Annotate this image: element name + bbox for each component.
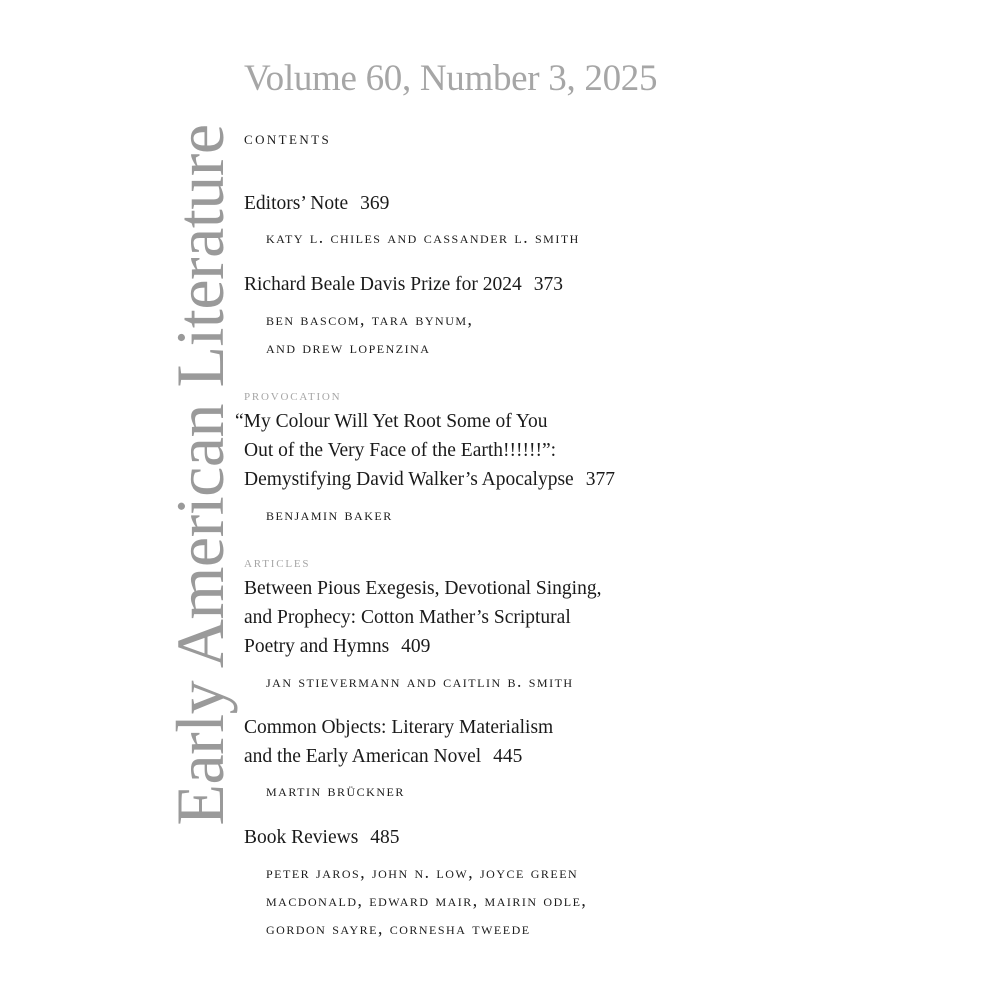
toc-entry-title-line[interactable]: Between Pious Exegesis, Devotional Singing, bbox=[244, 578, 602, 599]
entry-authors: katy l. chiles and cassander l. smith bbox=[266, 227, 580, 247]
page-number: 485 bbox=[370, 827, 400, 848]
page-number: 409 bbox=[401, 636, 431, 657]
entry-title: Editors’ Note bbox=[244, 193, 349, 214]
toc-entry-title-line[interactable]: and Prophecy: Cotton Mather’s Scriptural bbox=[244, 607, 571, 628]
toc-entry-book-reviews[interactable] bbox=[244, 827, 400, 849]
toc-entry-editors-note[interactable] bbox=[244, 193, 389, 215]
toc-entry-title-line[interactable] bbox=[244, 746, 522, 768]
toc-entry-davis-prize[interactable] bbox=[244, 274, 563, 296]
toc-entry-title-line[interactable] bbox=[244, 469, 615, 491]
page-number: 369 bbox=[360, 193, 390, 214]
entry-authors-line: ben bascom, tara bynum, bbox=[266, 309, 474, 329]
entry-title: Book Reviews bbox=[244, 827, 359, 848]
page-number: 373 bbox=[533, 274, 564, 295]
section-label-articles: articles bbox=[244, 554, 311, 571]
entry-authors: jan stievermann and caitlin b. smith bbox=[266, 671, 574, 691]
toc-entry-title-line[interactable]: “My Colour Will Yet Root Some of You bbox=[235, 411, 548, 432]
entry-authors: martin brückner bbox=[266, 780, 405, 800]
entry-authors: benjamin baker bbox=[266, 504, 393, 524]
section-label-provocation: provocation bbox=[244, 387, 342, 404]
entry-title: Richard Beale Davis Prize for 2024 bbox=[244, 274, 522, 295]
toc-entry-title-line[interactable] bbox=[244, 636, 430, 658]
toc-entry-title-line[interactable]: Out of the Very Face of the Earth!!!!!!”: bbox=[244, 440, 557, 461]
entry-authors-line: macdonald, edward mair, mairin odle, bbox=[266, 890, 588, 910]
volume-issue-line: Volume 60, Number 3, 2025 bbox=[244, 58, 658, 99]
entry-authors-line: peter jaros, john n. low, joyce green bbox=[266, 862, 579, 882]
contents-heading: contents bbox=[244, 128, 332, 148]
page-number: 377 bbox=[585, 469, 615, 490]
entry-title-last-line: Poetry and Hymns bbox=[244, 636, 390, 657]
entry-title-last-line: Demystifying David Walker’s Apocalypse bbox=[244, 469, 574, 490]
page-number: 445 bbox=[493, 746, 523, 767]
entry-authors-line: and drew lopenzina bbox=[266, 337, 431, 357]
journal-title-vertical: Early American Literature bbox=[162, 124, 238, 826]
entry-title-last-line: and the Early American Novel bbox=[244, 746, 482, 767]
toc-entry-title-line[interactable]: Common Objects: Literary Materialism bbox=[244, 717, 554, 738]
entry-authors-line: gordon sayre, cornesha tweede bbox=[266, 918, 531, 938]
